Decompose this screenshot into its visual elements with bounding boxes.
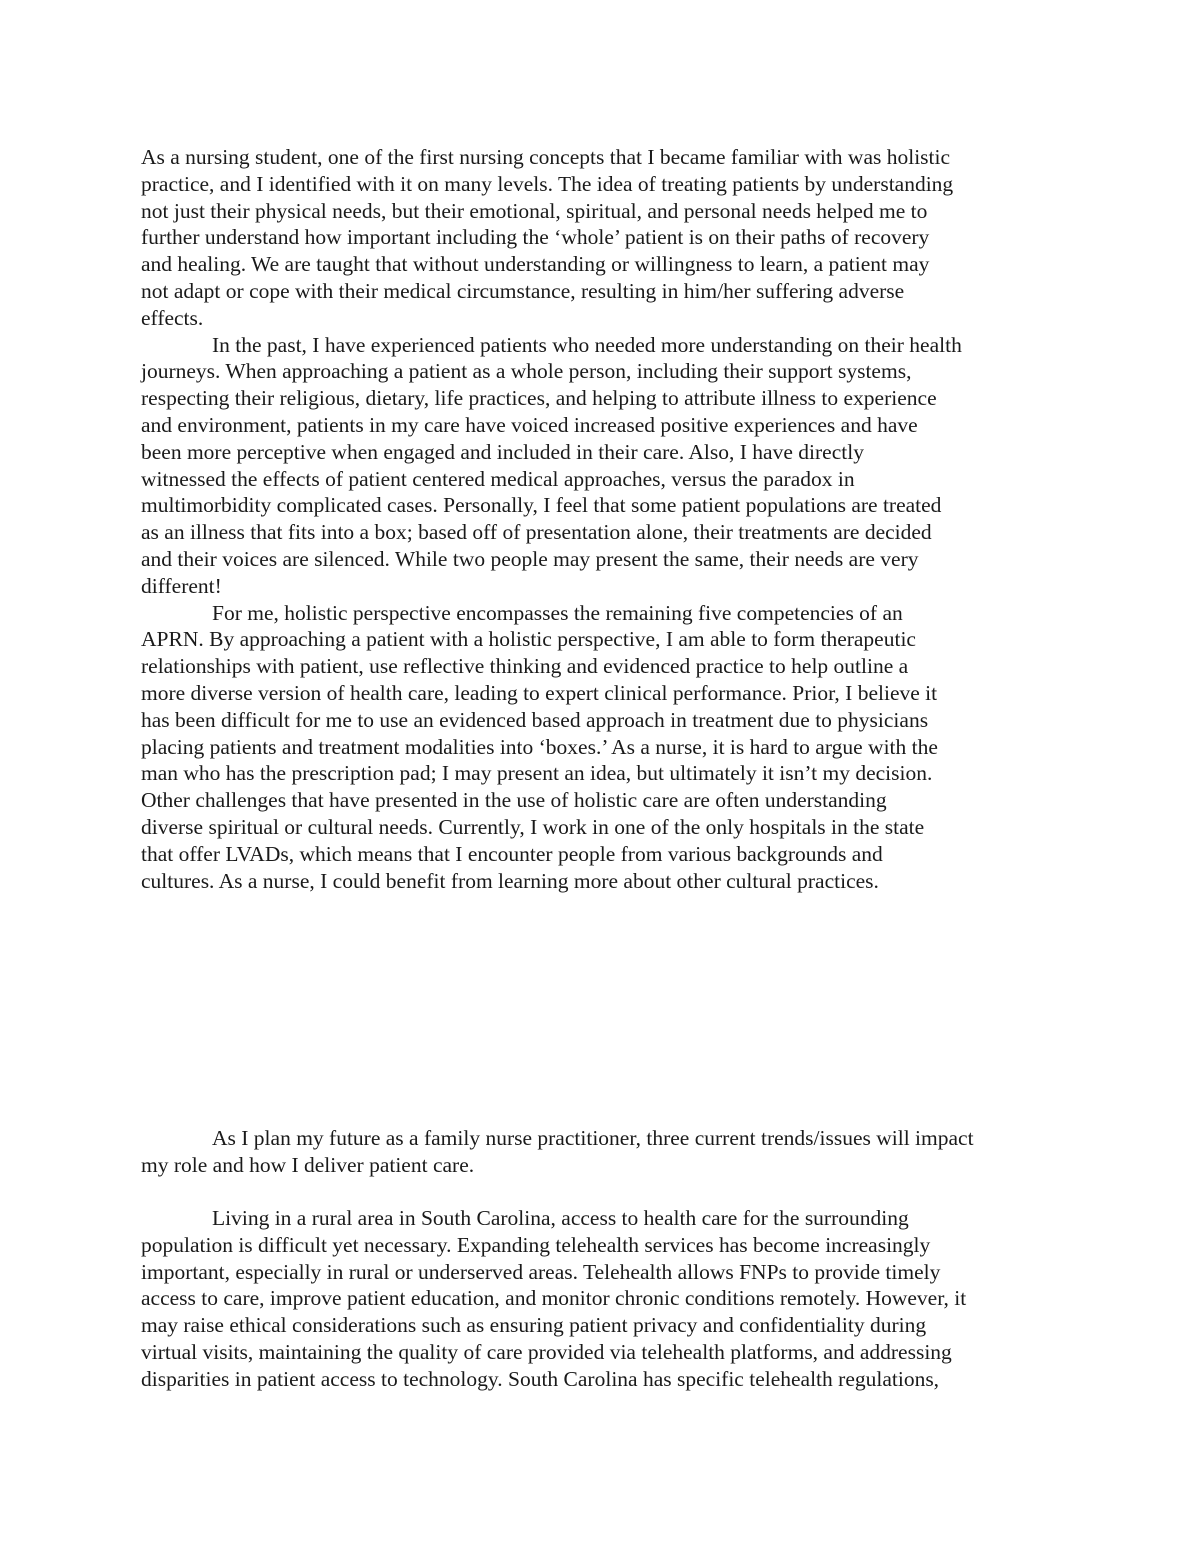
text-line: not just their physical needs, but their emotional, spiritual, and personal needs helped me to	[141, 198, 928, 223]
text-line: As I plan my future as a family nurse practitioner, three current trends/issues will impact	[212, 1126, 974, 1150]
text-line: that offer LVADs, which means that I encounter people from various backgrounds and	[141, 841, 883, 866]
paragraph-telehealth	[141, 1205, 1081, 1393]
text-line: further understand how important including the ‘whole’ patient is on their paths of recovery	[141, 225, 930, 250]
text-line: As a nursing student, one of the first nursing concepts that I became familiar with was holistic	[141, 145, 951, 169]
text-line: diverse spiritual or cultural needs. Currently, I work in one of the only hospitals in the state	[141, 814, 925, 839]
text-line: more diverse version of health care, leading to expert clinical performance. Prior, I believe it	[141, 680, 938, 705]
text-line: and healing. We are taught that without understanding or willingness to learn, a patient may	[141, 252, 930, 277]
paragraph-past-experience	[141, 332, 1081, 600]
text-line: relationships with patient, use reflective thinking and evidenced practice to help outline a	[141, 654, 909, 679]
text-line: journeys. When approaching a patient as a whole person, including their support systems,	[141, 359, 912, 384]
text-line: cultures. As a nurse, I could benefit from learning more about other cultural practices.	[141, 868, 879, 893]
text-line: and their voices are silenced. While two people may present the same, their needs are very	[141, 546, 919, 571]
text-line: not adapt or cope with their medical circumstance, resulting in him/her suffering adverse	[141, 278, 905, 303]
text-line: access to care, improve patient education, and monitor chronic conditions remotely. However, it	[141, 1286, 967, 1311]
text-line: important, especially in rural or underserved areas. Telehealth allows FNPs to provide timely	[141, 1259, 941, 1284]
paragraph-holistic-intro	[141, 144, 1081, 332]
text-line: respecting their religious, dietary, life practices, and helping to attribute illness to experience	[141, 386, 937, 411]
text-line: In the past, I have experienced patients who needed more understanding on their health	[212, 332, 962, 357]
text-line: effects.	[141, 305, 204, 330]
text-line: APRN. By approaching a patient with a holistic perspective, I am able to form therapeutic	[141, 627, 916, 652]
text-line: different!	[141, 573, 222, 598]
text-line: practice, and I identified with it on many levels. The idea of treating patients by understanding	[141, 171, 954, 196]
text-line: Living in a rural area in South Carolina, access to health care for the surrounding	[212, 1206, 909, 1230]
text-line: For me, holistic perspective encompasses the remaining five competencies of an	[212, 600, 903, 625]
text-line: as an illness that fits into a box; based off of presentation alone, their treatments are decided	[141, 520, 932, 545]
essay-section-holistic-practice	[141, 144, 1081, 894]
text-line: Other challenges that have presented in the use of holistic care are often understanding	[141, 788, 887, 813]
text-line: placing patients and treatment modalities into ‘boxes.’ As a nurse, it is hard to argue with the	[141, 734, 938, 759]
text-line: been more perceptive when engaged and included in their care. Also, I have directly	[141, 439, 864, 464]
paragraph-holistic-perspective	[141, 600, 1081, 895]
text-line: witnessed the effects of patient centered medical approaches, versus the paradox in	[141, 466, 855, 491]
text-line: multimorbidity complicated cases. Personally, I feel that some patient populations are treated	[141, 493, 942, 518]
text-line: population is difficult yet necessary. Expanding telehealth services has become increasingly	[141, 1232, 931, 1257]
text-line: and environment, patients in my care have voiced increased positive experiences and have	[141, 412, 918, 437]
text-line: my role and how I deliver patient care.	[141, 1152, 475, 1177]
text-line: disparities in patient access to technology. South Carolina has specific telehealth regulations,	[141, 1366, 940, 1391]
text-line: virtual visits, maintaining the quality of care provided via telehealth platforms, and addressing	[141, 1339, 952, 1364]
text-line: man who has the prescription pad; I may present an idea, but ultimately it isn’t my decision.	[141, 761, 933, 786]
text-line: may raise ethical considerations such as ensuring patient privacy and confidentiality during	[141, 1313, 927, 1338]
text-line: has been difficult for me to use an evidenced based approach in treatment due to physicians	[141, 707, 929, 732]
paragraph-future-trends-intro	[141, 1125, 1081, 1179]
